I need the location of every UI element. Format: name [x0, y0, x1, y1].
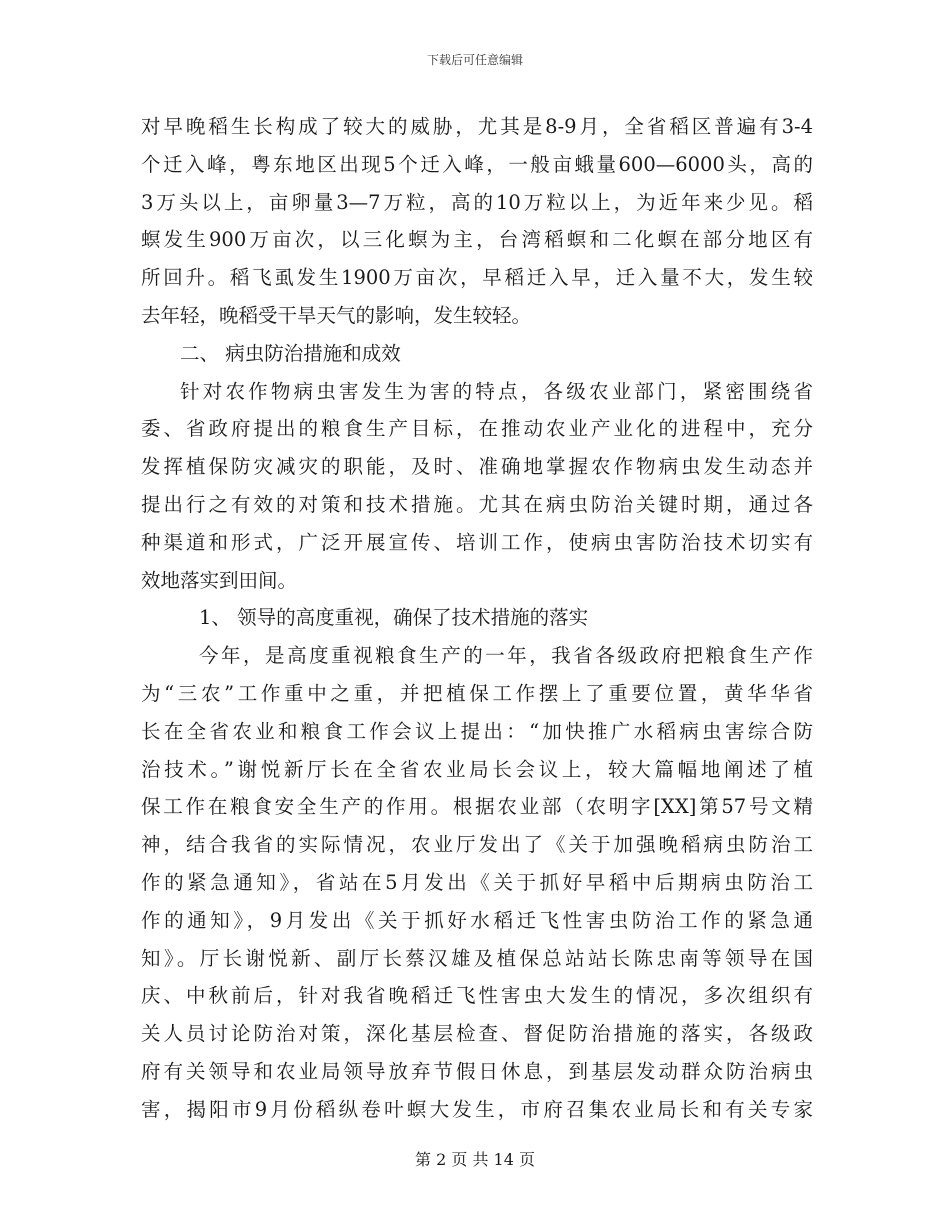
text-line: 效地落实到田间。 — [141, 568, 298, 592]
text-line: 庆、中秋前后，针对我省晚稻迁飞性害虫大发生的情况，多次组织有 — [141, 984, 813, 1008]
text-line: 府有关领导和农业局领导放弃节假日休息，到基层发动群众防治病虫 — [141, 1059, 813, 1083]
text-line: 治技术。”谢悦新厅长在全省农业局长会议上，较大篇幅地阐述了植 — [141, 757, 813, 781]
text-line: 对早晚稻生长构成了较大的威胁，尤其是8-9月，全省稻区普遍有3-4 — [141, 115, 813, 138]
text-line: 作的紧急通知》，省站在5月发出《关于抓好早稻中后期病虫防治工 — [141, 870, 813, 894]
text-line: 保工作在粮食安全生产的作用。根据农业部（农明字[XX]第57号文精 — [141, 795, 813, 819]
text-line: 螟发生900万亩次，以三化螟为主，台湾稻螟和二化螟在部分地区有 — [141, 228, 813, 252]
text-line: 神，结合我省的实际情况，农业厅发出了《关于加强晚稻病虫防治工 — [141, 833, 813, 857]
text-line: 关人员讨论防治对策，深化基层检查、督促防治措施的落实，各级政 — [141, 1022, 813, 1046]
text-line: 知》。厅长谢悦新、副厅长蔡汉雄及植保总站站长陈忠南等领导在国 — [141, 946, 813, 970]
text-line: 害，揭阳市9月份稻纵卷叶螟大发生，市府召集农业局长和有关专家 — [141, 1097, 813, 1121]
page-footer: 第 2 页 共 14 页 — [415, 1150, 535, 1169]
text-line: 作的通知》，9月发出《关于抓好水稻迁飞性害虫防治工作的紧急通 — [141, 908, 813, 932]
text-line: 今年，是高度重视粮食生产的一年，我省各级政府把粮食生产作 — [199, 644, 813, 668]
text-line: 个迁入峰，粤东地区出现5个迁入峰，一般亩蛾量600—6000头，高的 — [141, 152, 813, 176]
text-line: 长在全省农业和粮食工作会议上提出：“加快推广水稻病虫害综合防 — [141, 719, 813, 743]
text-line: 3万头以上，亩卵量3—7万粒，高的10万粒以上，为近年来少见。稻 — [141, 190, 813, 214]
text-line: 所回升。稻飞虱发生1900万亩次，早稻迁入早，迁入量不大，发生较 — [141, 266, 813, 290]
text-line: 去年轻，晚稻受干旱天气的影响，发生较轻。 — [141, 303, 532, 327]
text-line: 发挥植保防灾减灾的职能，及时、准确地掌握农作物病虫发生动态并 — [141, 455, 813, 479]
text-line: 委、省政府提出的粮食生产目标，在推动农业产业化的进程中，充分 — [141, 417, 813, 441]
text-line: 种渠道和形式，广泛开展宣传、培训工作，使病虫害防治技术切实有 — [141, 530, 813, 554]
text-line: 针对农作物病虫害发生为害的特点，各级农业部门，紧密围绕省 — [180, 379, 813, 403]
document-body — [141, 108, 813, 1129]
text-line: 二、 病虫防治措施和成效 — [180, 341, 401, 365]
text-line: 提出行之有效的对策和技术措施。尤其在病虫防治关键时期，通过各 — [141, 492, 813, 516]
text-line: 为“三农”工作重中之重，并把植保工作摆上了重要位置，黄华华省 — [141, 681, 813, 705]
page-header: 下载后可任意编辑 — [426, 53, 523, 67]
text-line: 1、 领导的高度重视，确保了技术措施的落实 — [199, 606, 589, 630]
